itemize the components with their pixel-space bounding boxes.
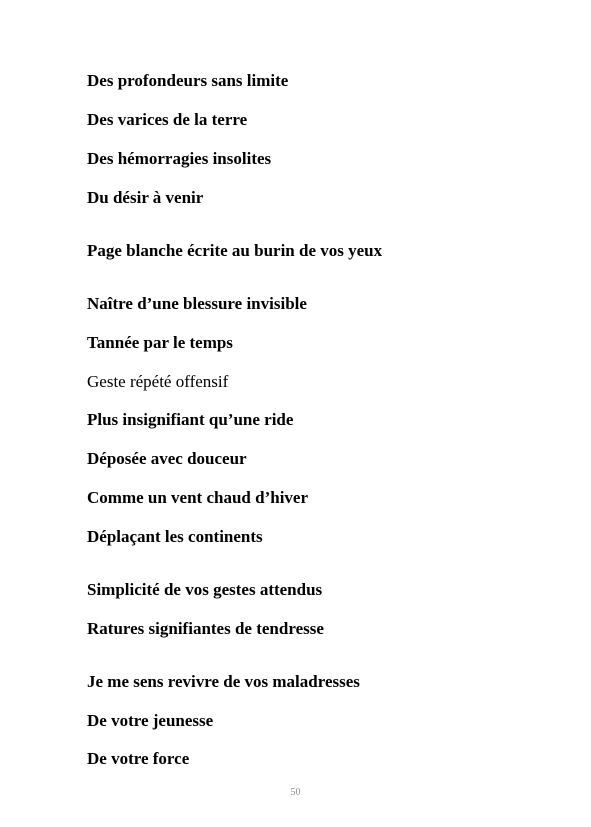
poem-line: Déplaçant les continents	[87, 527, 263, 546]
poem-line: De votre jeunesse	[87, 711, 214, 730]
poem-line: Du désir à venir	[87, 188, 204, 207]
poem-line: Je me sens revivre de vos maladresses	[87, 672, 360, 691]
poem-line: Déposée avec douceur	[87, 449, 247, 468]
poem-line: Geste répété offensif	[87, 372, 229, 391]
poem-line: Tannée par le temps	[87, 333, 233, 352]
poem-line: Naître d’une blessure invisible	[87, 294, 307, 313]
poem-line: Page blanche écrite au burin de vos yeux	[87, 241, 383, 260]
poem-line: Plus insignifiant qu’une ride	[87, 410, 294, 429]
poem-line: Comme un vent chaud d’hiver	[87, 488, 309, 507]
poem-line: Ratures signifiantes de tendresse	[87, 619, 324, 638]
poem-line: Des profondeurs sans limite	[87, 71, 289, 90]
poem-line: Des hémorragies insolites	[87, 149, 272, 168]
poem-line: Simplicité de vos gestes attendus	[87, 580, 323, 599]
page-number: 50	[290, 787, 301, 798]
poem-line: De votre force	[87, 749, 190, 768]
poem-line: Des varices de la terre	[87, 110, 248, 129]
